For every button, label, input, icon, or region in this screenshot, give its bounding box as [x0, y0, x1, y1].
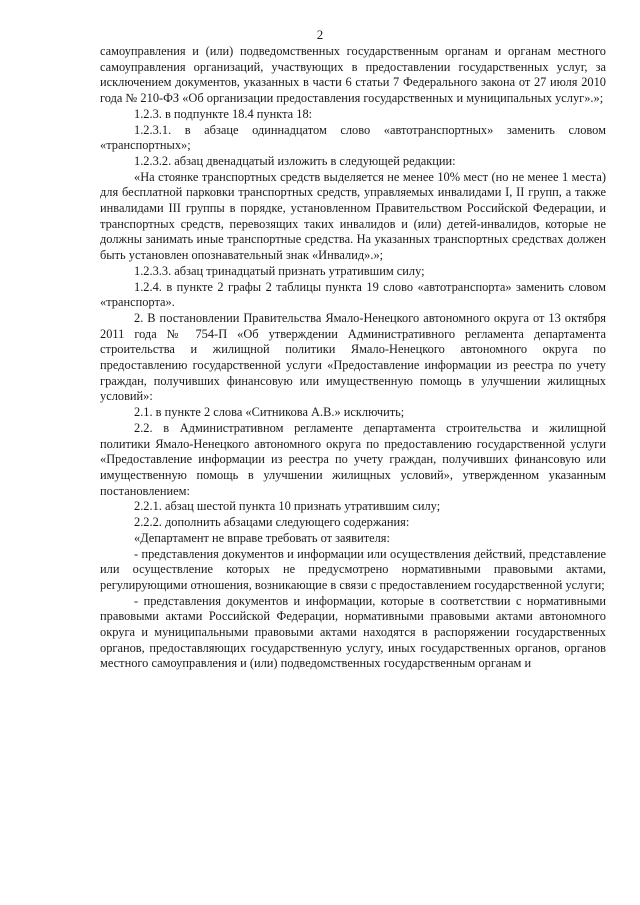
paragraph-list-item-2: - представления документов и информации, которые в соответствии с нормативными правовыми актами Российской Федерации, нормативными правовыми актами автономного округа и муниципальными правовыми актами находятся в распоряжении государственных органов, предоставляющих государственную услугу, иных государственных органов, органов местного самоуправления и (или) подведомственных государственным органам и: [100, 593, 606, 671]
paragraph-2-1: 2.1. в пункте 2 слова «Ситникова А.В.» исключить;: [134, 405, 405, 420]
paragraph-1-2-3-3: 1.2.3.3. абзац тринадцатый признать утратившим силу;: [134, 263, 425, 278]
paragraph-1-2-3-2: 1.2.3.2. абзац двенадцатый изложить в следующей редакции:: [134, 153, 456, 168]
paragraph-1-2-4: 1.2.4. в пункте 2 графы 2 таблицы пункта 19 слово «автотранспорта» заменить словом «транспорта».: [100, 279, 606, 310]
paragraph-1-2-3: 1.2.3. в подпункте 18.4 пункта 18:: [134, 106, 313, 121]
paragraph-continuation: самоуправления и (или) подведомственных государственным органам и органам местного самоуправления организаций, участвующих в предоставлении государственных услуг, за исключением документов, указанных в части 6 статьи 7 Федерального закона от 27 июля 2010 года № 210-ФЗ «Об организации предоставления государственных и муниципальных услуг».»;: [100, 44, 606, 106]
paragraph-2: 2. В постановлении Правительства Ямало-Ненецкого автономного округа от 13 октября 2011 года № 754-П «Об утверждении Административного регламента департамента строительства и жилищной политики Ямало-Ненецкого автономного округа по предоставлению государственной услуги «Предоставление информации из реестра по учету граждан, получивших финансовую или имущественную помощь в улучшении жилищных условий»:: [100, 310, 606, 404]
paragraph-list-item-1: - представления документов и информации или осуществления действий, представление или осуществление которых не предусмотрено нормативными правовыми актами, регулирующими отношения, возникающие в связи с предоставлением государственной услуги;: [100, 546, 606, 592]
paragraph-department-quote: «Департамент не вправе требовать от заявителя:: [134, 530, 390, 545]
paragraph-1-2-3-1: 1.2.3.1. в абзаце одиннадцатом слово «автотранспортных» заменить словом «транспортных»;: [100, 122, 606, 153]
page-number: 2: [316, 27, 324, 42]
paragraph-parking-quote: «На стоянке транспортных средств выделяется не менее 10% мест (но не менее 1 места) для бесплатной парковки транспортных средств, управляемых инвалидами I, II групп, а также инвалидами III группы в порядке, установленном Правительством Российской Федерации, и транспортных средств, перевозящих таких инвалидов и (или) детей-инвалидов, которые не должны занимать иные транспортные средства. На указанных транспортных средствах должен быть установлен опознавательный знак «Инвалид».»;: [100, 169, 606, 263]
paragraph-2-2: 2.2. в Административном регламенте департамента строительства и жилищной политики Ямало-Ненецкого автономного округа по предоставлению государственной услуги «Предоставление информации из реестра по учету граждан, получивших финансовую или имущественную помощь в улучшении жилищных условий», утвержденном указанным постановлением:: [100, 420, 606, 498]
paragraph-2-2-2: 2.2.2. дополнить абзацами следующего содержания:: [134, 515, 410, 530]
document-body: [100, 44, 606, 672]
paragraph-2-2-1: 2.2.1. абзац шестой пункта 10 признать утратившим силу;: [134, 499, 441, 514]
